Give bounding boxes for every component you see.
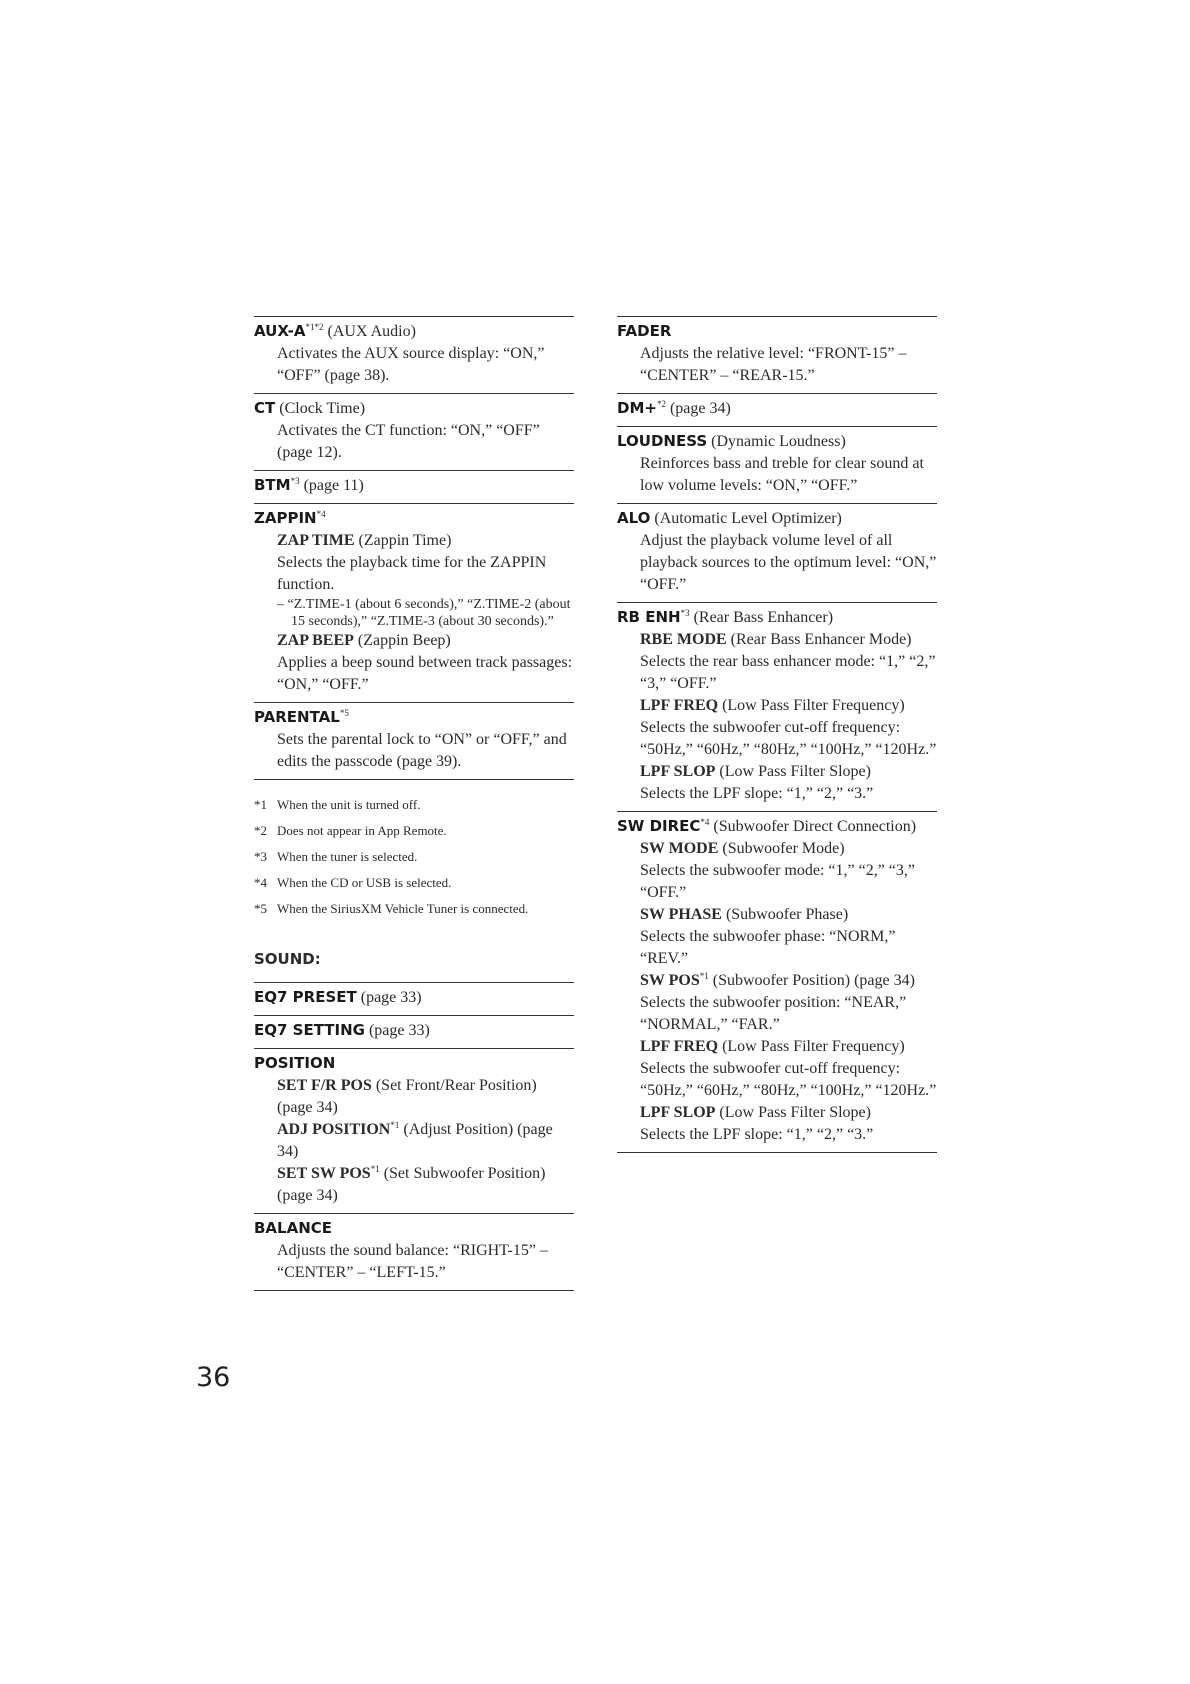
- term-paren: (Dynamic Loudness): [707, 433, 846, 450]
- entry-zappin: [254, 503, 574, 702]
- footnote-5: [254, 900, 574, 918]
- subentry-description: Selects the subwoofer position: “NEAR,” “NORMAL,” “FAR.”: [640, 994, 907, 1033]
- term-ct: CT: [254, 399, 276, 417]
- subterm-set-fr-pos: SET F/R POS: [277, 1077, 372, 1094]
- subterm-paren: (Low Pass Filter Frequency): [718, 697, 905, 714]
- subentry-set-sw-pos: [277, 1163, 574, 1207]
- entry-description: Reinforces bass and treble for clear sound at low volume levels: “ON,” “OFF.”: [640, 455, 924, 494]
- subterm-set-sw-pos: SET SW POS: [277, 1165, 371, 1182]
- subentry-description: Applies a beep sound between track passages: “ON,” “OFF.”: [277, 654, 573, 693]
- option-list: – “Z.TIME-1 (about 6 seconds),” “Z.TIME-2 (about 15 seconds),” “Z.TIME-3 (about 30 seconds).”: [277, 597, 571, 629]
- subentry-description: Selects the playback time for the ZAPPIN function.: [277, 554, 547, 593]
- subentry-sw-phase: [640, 904, 937, 970]
- entry-description: Activates the CT function: “ON,” “OFF” (page 12).: [277, 422, 540, 461]
- entry-description: Adjust the playback volume level of all playback sources to the optimum level: “ON,” “OFF.”: [640, 532, 937, 593]
- footnote-ref: *1: [699, 971, 709, 981]
- term-paren: (page 33): [356, 989, 422, 1006]
- footnote-ref: *4: [316, 509, 326, 519]
- term-paren: (page 33): [364, 1022, 430, 1039]
- subentry-description: Selects the subwoofer mode: “1,” “2,” “3,” “OFF.”: [640, 862, 916, 901]
- subentry-lpf-slop: [640, 1102, 937, 1146]
- subterm-zap-beep: ZAP BEEP: [277, 632, 354, 649]
- footnote-ref: *1: [390, 1120, 400, 1130]
- term-paren: (Clock Time): [275, 400, 366, 417]
- subentry-zap-time: [277, 530, 574, 630]
- footnote-text: When the unit is turned off.: [277, 797, 421, 812]
- subentry-sw-pos: [640, 970, 937, 1036]
- subterm-paren: (Subwoofer Phase): [721, 906, 849, 923]
- right-column: [617, 316, 937, 1153]
- subentry-lpf-freq: [640, 1036, 937, 1102]
- subterm-sw-mode: SW MODE: [640, 840, 719, 857]
- footnote-ref: *3: [680, 608, 690, 618]
- footnote-text: Does not appear in App Remote.: [277, 823, 447, 838]
- subterm-paren: (Subwoofer Position) (page 34): [708, 972, 915, 989]
- footnote-text: When the tuner is selected.: [277, 849, 418, 864]
- entry-sw-direc: [617, 811, 937, 1153]
- term-fader: FADER: [617, 322, 672, 340]
- subterm-adj-position: ADJ POSITION: [277, 1121, 391, 1138]
- subentry-sw-mode: [640, 838, 937, 904]
- term-balance: BALANCE: [254, 1219, 333, 1237]
- term-eq7-setting: EQ7 SETTING: [254, 1021, 365, 1039]
- subterm-paren: (Low Pass Filter Frequency): [718, 1038, 905, 1055]
- footnote-4: [254, 874, 574, 892]
- term-alo: ALO: [617, 509, 651, 527]
- footnote-mark: *2: [254, 823, 267, 838]
- footnote-text: When the CD or USB is selected.: [277, 875, 452, 890]
- footnote-ref: *2: [656, 399, 666, 409]
- footnote-ref: *5: [339, 708, 349, 718]
- term-dm-plus: DM+: [617, 399, 657, 417]
- subterm-rbe-mode: RBE MODE: [640, 631, 727, 648]
- term-paren: (Automatic Level Optimizer): [650, 510, 842, 527]
- footnote-text: When the SiriusXM Vehicle Tuner is connected.: [277, 901, 529, 916]
- term-zappin: ZAPPIN: [254, 509, 317, 527]
- footnote-ref: *1: [370, 1164, 380, 1174]
- subentry-description: Selects the LPF slope: “1,” “2,” “3.”: [640, 785, 874, 802]
- subentry-adj-position: [277, 1119, 574, 1163]
- footnote-1: [254, 796, 574, 814]
- entry-description: Sets the parental lock to “ON” or “OFF,” and edits the passcode (page 39).: [277, 731, 567, 770]
- subterm-sw-phase: SW PHASE: [640, 906, 722, 923]
- term-paren: (Rear Bass Enhancer): [689, 609, 834, 626]
- subterm-lpf-freq: LPF FREQ: [640, 697, 719, 714]
- entry-description: Adjusts the relative level: “FRONT-15” – “CENTER” – “REAR-15.”: [640, 345, 907, 384]
- term-paren: (Subwoofer Direct Connection): [709, 818, 917, 835]
- subentry-description: Selects the LPF slope: “1,” “2,” “3.”: [640, 1126, 874, 1143]
- subterm-lpf-slop: LPF SLOP: [640, 763, 716, 780]
- subentry-rbe-mode: [640, 629, 937, 695]
- subentry-description: Selects the subwoofer cut-off frequency: “50Hz,” “60Hz,” “80Hz,” “100Hz,” “120Hz.”: [640, 1060, 937, 1099]
- entry-dm-plus: [617, 393, 937, 426]
- entry-balance: [254, 1213, 574, 1291]
- subterm-lpf-slop: LPF SLOP: [640, 1104, 716, 1121]
- entry-btm: [254, 470, 574, 503]
- subterm-paren: (Low Pass Filter Slope): [715, 1104, 871, 1121]
- entry-rb-enh: [617, 602, 937, 811]
- term-paren: (page 11): [299, 477, 364, 494]
- subentry-lpf-freq: [640, 695, 937, 761]
- subterm-paren: (Zappin Beep): [353, 632, 451, 649]
- term-parental: PARENTAL: [254, 708, 340, 726]
- subterm-paren: (Zappin Time): [354, 532, 452, 549]
- term-loudness: LOUDNESS: [617, 432, 708, 450]
- subterm-paren: (Set Subwoofer Position) (page 34): [277, 1165, 546, 1204]
- footnote-mark: *1: [254, 797, 267, 812]
- footnote-3: [254, 848, 574, 866]
- subterm-paren: (Set Front/Rear Position) (page 34): [277, 1077, 537, 1116]
- subentry-description: Selects the rear bass enhancer mode: “1,” “2,” “3,” “OFF.”: [640, 653, 936, 692]
- entry-position: [254, 1048, 574, 1213]
- subentry-description: Selects the subwoofer cut-off frequency: “50Hz,” “60Hz,” “80Hz,” “100Hz,” “120Hz.”: [640, 719, 937, 758]
- subterm-paren: (Adjust Position) (page 34): [277, 1121, 553, 1160]
- footnote-mark: *3: [254, 849, 267, 864]
- subterm-sw-pos: SW POS: [640, 972, 700, 989]
- footnote-mark: *5: [254, 901, 267, 916]
- subentry-description: Selects the subwoofer phase: “NORM,” “REV.”: [640, 928, 896, 967]
- subterm-zap-time: ZAP TIME: [277, 532, 355, 549]
- page-number: 36: [196, 1362, 231, 1393]
- subterm-paren: (Subwoofer Mode): [718, 840, 845, 857]
- footnote-ref: *3: [290, 476, 300, 486]
- footnote-2: [254, 822, 574, 840]
- term-rb-enh: RB ENH: [617, 608, 681, 626]
- term-sw-direc: SW DIREC: [617, 817, 701, 835]
- footnote-ref: *4: [700, 817, 710, 827]
- subterm-lpf-freq: LPF FREQ: [640, 1038, 719, 1055]
- term-paren: (AUX Audio): [323, 323, 416, 340]
- subterm-paren: (Rear Bass Enhancer Mode): [726, 631, 912, 648]
- footnote-mark: *4: [254, 875, 267, 890]
- entry-alo: [617, 503, 937, 602]
- subterm-paren: (Low Pass Filter Slope): [715, 763, 871, 780]
- subentry-zap-beep: [277, 630, 574, 696]
- subentry-lpf-slop: [640, 761, 937, 805]
- entry-ct: [254, 393, 574, 470]
- entry-parental: [254, 702, 574, 780]
- entry-eq7-setting: [254, 1015, 574, 1048]
- term-btm: BTM: [254, 476, 291, 494]
- entry-eq7-preset: [254, 982, 574, 1015]
- term-aux-a: AUX-A: [254, 322, 306, 340]
- entry-description: Activates the AUX source display: “ON,” “OFF” (page 38).: [277, 345, 545, 384]
- term-paren: (page 34): [665, 400, 731, 417]
- term-eq7-preset: EQ7 PRESET: [254, 988, 357, 1006]
- entry-fader: [617, 316, 937, 393]
- section-title-sound: SOUND:: [254, 950, 321, 968]
- entry-loudness: [617, 426, 937, 503]
- footnote-ref: *1*2: [305, 322, 324, 332]
- entry-description: Adjusts the sound balance: “RIGHT-15” – “CENTER” – “LEFT-15.”: [277, 1242, 548, 1281]
- term-position: POSITION: [254, 1054, 336, 1072]
- left-column: [254, 316, 574, 1291]
- entry-aux-a: [254, 316, 574, 393]
- subentry-set-fr-pos: [277, 1075, 574, 1119]
